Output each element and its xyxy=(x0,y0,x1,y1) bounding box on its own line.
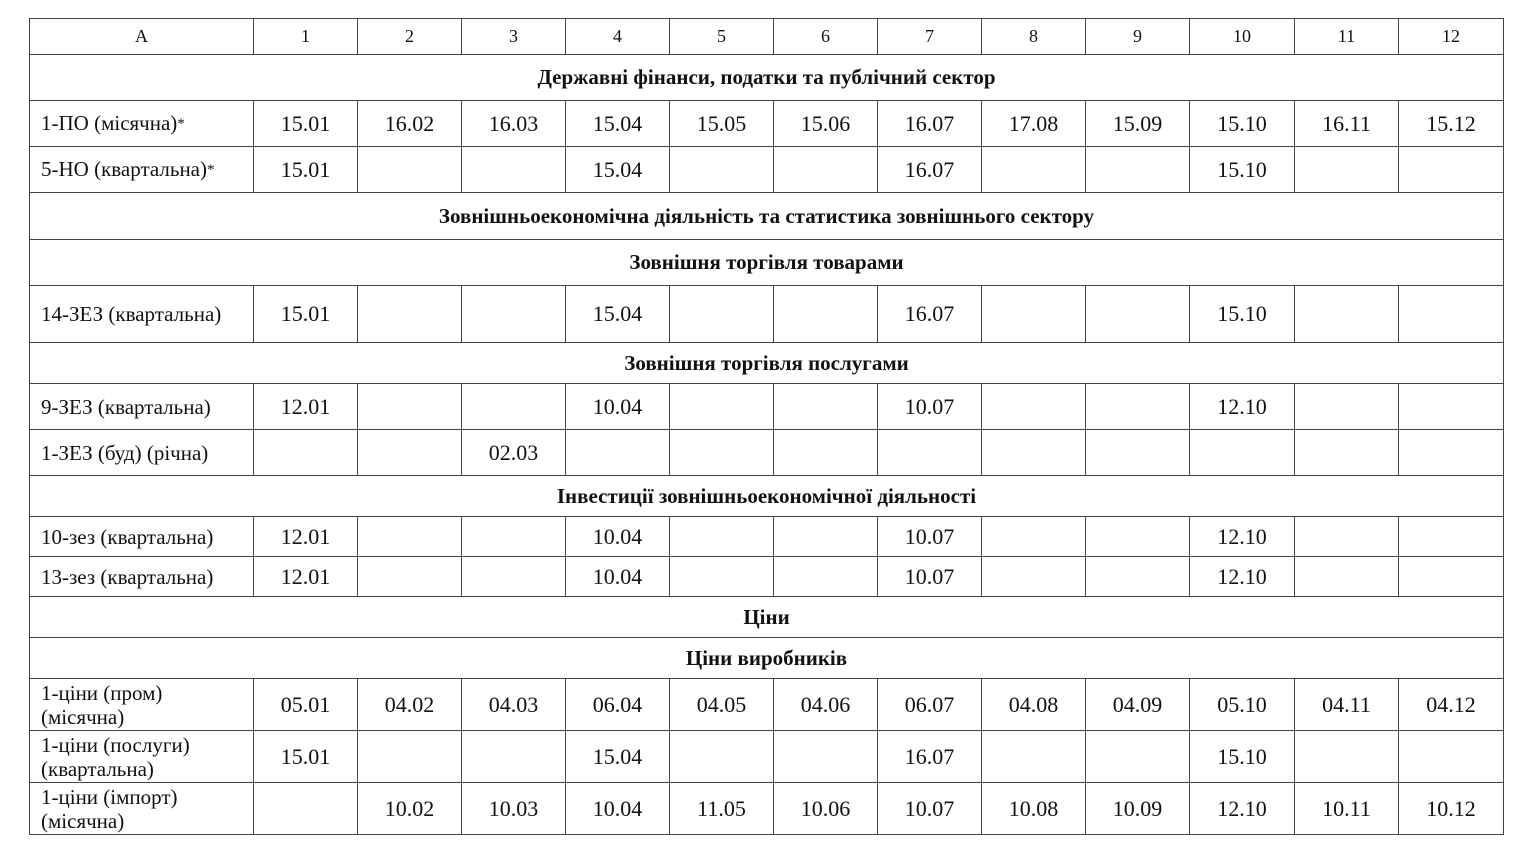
deadline-cell xyxy=(1295,517,1399,557)
table-row xyxy=(30,101,1504,147)
deadline-cell xyxy=(982,430,1086,476)
deadline-cell xyxy=(1190,430,1295,476)
form-name-cell xyxy=(30,783,254,835)
deadline-cell xyxy=(670,517,774,557)
footnote-mark: * xyxy=(177,116,185,132)
deadline-cell: 12.01 xyxy=(254,557,358,597)
form-name: 5-НО (квартальна) xyxy=(41,157,208,181)
section-title: Ціни xyxy=(30,597,1504,638)
deadline-cell: 15.09 xyxy=(1086,101,1190,147)
form-frequency: (місячна) xyxy=(41,704,125,729)
deadline-cell: 16.07 xyxy=(878,101,982,147)
deadline-cell: 15.10 xyxy=(1190,147,1295,193)
deadline-cell xyxy=(982,517,1086,557)
deadline-cell: 10.12 xyxy=(1399,783,1504,835)
deadline-cell: 02.03 xyxy=(462,430,566,476)
deadline-cell xyxy=(1295,731,1399,783)
deadline-cell xyxy=(462,517,566,557)
form-name: 1-ЗЕЗ (буд) (річна) xyxy=(41,440,209,465)
deadline-cell: 04.12 xyxy=(1399,679,1504,731)
deadline-cell xyxy=(1295,430,1399,476)
deadline-cell xyxy=(358,731,462,783)
form-name: 9-ЗЕЗ (квартальна) xyxy=(41,394,211,419)
deadline-cell xyxy=(670,557,774,597)
deadline-cell xyxy=(982,557,1086,597)
deadline-cell: 12.10 xyxy=(1190,517,1295,557)
deadline-cell xyxy=(774,147,878,193)
form-name: 14-ЗЕЗ (квартальна) xyxy=(41,302,222,326)
deadline-cell: 17.08 xyxy=(982,101,1086,147)
column-header-label: А xyxy=(30,19,254,55)
deadline-cell: 10.08 xyxy=(982,783,1086,835)
deadline-cell xyxy=(1295,286,1399,343)
deadline-cell: 10.07 xyxy=(878,783,982,835)
deadline-cell xyxy=(1399,286,1504,343)
deadline-cell: 16.07 xyxy=(878,731,982,783)
deadline-cell xyxy=(1399,557,1504,597)
deadline-cell xyxy=(1086,286,1190,343)
form-frequency: (квартальна) xyxy=(41,756,154,781)
form-name: 1-ціни (імпорт) xyxy=(41,784,178,809)
column-header-month: 8 xyxy=(982,19,1086,55)
section-title: Зовнішня торгівля послугами xyxy=(30,343,1504,384)
deadline-cell: 06.07 xyxy=(878,679,982,731)
deadline-cell: 16.02 xyxy=(358,101,462,147)
table-row xyxy=(30,783,1504,835)
section-header-row xyxy=(30,240,1504,286)
table-row xyxy=(30,286,1504,343)
deadline-cell: 06.04 xyxy=(566,679,670,731)
deadline-cell: 04.05 xyxy=(670,679,774,731)
deadline-cell xyxy=(774,384,878,430)
table-row xyxy=(30,731,1504,783)
deadline-cell: 12.10 xyxy=(1190,783,1295,835)
deadline-cell: 15.10 xyxy=(1190,286,1295,343)
deadline-cell xyxy=(358,286,462,343)
deadline-cell xyxy=(670,384,774,430)
deadline-cell: 16.07 xyxy=(878,147,982,193)
deadline-cell: 10.04 xyxy=(566,783,670,835)
deadline-cell: 10.07 xyxy=(878,557,982,597)
table-row xyxy=(30,384,1504,430)
table-row xyxy=(30,430,1504,476)
deadline-cell xyxy=(358,430,462,476)
deadline-cell xyxy=(1399,384,1504,430)
deadline-cell: 04.06 xyxy=(774,679,878,731)
column-header-month: 1 xyxy=(254,19,358,55)
deadline-cell: 15.01 xyxy=(254,731,358,783)
form-name-cell xyxy=(30,147,254,193)
table-row xyxy=(30,147,1504,193)
deadline-cell: 04.03 xyxy=(462,679,566,731)
deadline-cell xyxy=(982,384,1086,430)
deadline-cell: 15.04 xyxy=(566,731,670,783)
deadline-cell xyxy=(774,731,878,783)
deadline-cell xyxy=(462,286,566,343)
column-header-month: 11 xyxy=(1295,19,1399,55)
section-header-row xyxy=(30,597,1504,638)
deadline-cell xyxy=(1399,147,1504,193)
deadline-cell: 16.07 xyxy=(878,286,982,343)
form-name-cell xyxy=(30,430,254,476)
deadline-cell: 04.02 xyxy=(358,679,462,731)
deadline-cell xyxy=(982,731,1086,783)
deadline-cell xyxy=(1086,557,1190,597)
deadline-cell: 10.06 xyxy=(774,783,878,835)
form-name: 1-ПО (місячна) xyxy=(41,111,178,135)
table-row xyxy=(30,679,1504,731)
section-header-row xyxy=(30,55,1504,101)
deadline-cell xyxy=(462,147,566,193)
form-name: 1-ціни (пром) xyxy=(41,680,163,705)
form-name-cell xyxy=(30,101,254,147)
form-frequency: (місячна) xyxy=(41,808,125,833)
deadline-cell: 10.04 xyxy=(566,517,670,557)
deadline-cell: 15.01 xyxy=(254,147,358,193)
section-title: Зовнішня торгівля товарами xyxy=(30,240,1504,286)
deadline-cell: 10.04 xyxy=(566,557,670,597)
deadline-cell: 12.01 xyxy=(254,384,358,430)
deadline-cell: 12.01 xyxy=(254,517,358,557)
table-row xyxy=(30,517,1504,557)
column-header-month: 10 xyxy=(1190,19,1295,55)
deadline-cell: 10.07 xyxy=(878,517,982,557)
deadline-cell xyxy=(982,147,1086,193)
form-name: 13-зез (квартальна) xyxy=(41,564,214,589)
deadline-cell: 15.04 xyxy=(566,286,670,343)
deadline-cell: 10.11 xyxy=(1295,783,1399,835)
deadline-cell: 04.11 xyxy=(1295,679,1399,731)
deadline-cell xyxy=(774,557,878,597)
form-name-cell xyxy=(30,384,254,430)
section-title: Державні фінанси, податки та публічний сектор xyxy=(30,55,1504,101)
deadline-cell xyxy=(774,430,878,476)
section-title: Зовнішньоекономічна діяльність та статистика зовнішнього сектору xyxy=(30,193,1504,240)
deadline-cell xyxy=(1295,384,1399,430)
section-header-row xyxy=(30,476,1504,517)
section-header-row xyxy=(30,343,1504,384)
deadline-cell: 15.10 xyxy=(1190,731,1295,783)
section-title: Інвестиції зовнішньоекономічної діяльності xyxy=(30,476,1504,517)
deadline-cell: 10.03 xyxy=(462,783,566,835)
section-title: Ціни виробників xyxy=(30,638,1504,679)
deadline-cell xyxy=(462,557,566,597)
deadline-cell: 05.10 xyxy=(1190,679,1295,731)
deadline-cell xyxy=(670,731,774,783)
deadline-cell xyxy=(358,384,462,430)
deadline-cell xyxy=(1399,430,1504,476)
deadline-cell: 10.07 xyxy=(878,384,982,430)
deadline-cell: 04.08 xyxy=(982,679,1086,731)
deadline-cell: 15.12 xyxy=(1399,101,1504,147)
column-header-month: 4 xyxy=(566,19,670,55)
reporting-schedule-table xyxy=(29,18,1504,835)
form-name-cell xyxy=(30,517,254,557)
deadline-cell xyxy=(462,731,566,783)
deadline-cell: 15.04 xyxy=(566,147,670,193)
deadline-cell: 16.03 xyxy=(462,101,566,147)
deadline-cell: 12.10 xyxy=(1190,384,1295,430)
deadline-cell xyxy=(566,430,670,476)
deadline-cell xyxy=(254,430,358,476)
deadline-cell: 15.06 xyxy=(774,101,878,147)
deadline-cell xyxy=(878,430,982,476)
form-name-cell xyxy=(30,679,254,731)
form-name-cell xyxy=(30,731,254,783)
deadline-cell xyxy=(254,783,358,835)
deadline-cell xyxy=(358,557,462,597)
deadline-cell: 10.02 xyxy=(358,783,462,835)
table-row xyxy=(30,557,1504,597)
form-name: 10-зез (квартальна) xyxy=(41,524,214,549)
column-header-month: 5 xyxy=(670,19,774,55)
deadline-cell xyxy=(358,517,462,557)
deadline-cell: 15.01 xyxy=(254,286,358,343)
deadline-cell xyxy=(1086,517,1190,557)
deadline-cell xyxy=(1399,517,1504,557)
deadline-cell xyxy=(1086,384,1190,430)
column-header-month: 2 xyxy=(358,19,462,55)
deadline-cell: 10.04 xyxy=(566,384,670,430)
column-header-row xyxy=(30,19,1504,55)
deadline-cell xyxy=(1086,731,1190,783)
deadline-cell xyxy=(670,430,774,476)
column-header-month: 6 xyxy=(774,19,878,55)
deadline-cell xyxy=(1086,147,1190,193)
column-header-month: 3 xyxy=(462,19,566,55)
deadline-cell xyxy=(1295,557,1399,597)
form-name: 1-ціни (послуги) xyxy=(41,732,190,757)
deadline-cell xyxy=(774,286,878,343)
deadline-cell: 11.05 xyxy=(670,783,774,835)
deadline-cell: 16.11 xyxy=(1295,101,1399,147)
deadline-cell: 12.10 xyxy=(1190,557,1295,597)
section-header-row xyxy=(30,193,1504,240)
deadline-cell: 15.05 xyxy=(670,101,774,147)
deadline-cell xyxy=(1086,430,1190,476)
column-header-month: 7 xyxy=(878,19,982,55)
deadline-cell xyxy=(1399,731,1504,783)
deadline-cell xyxy=(1295,147,1399,193)
form-name-cell xyxy=(30,286,254,343)
deadline-cell xyxy=(670,286,774,343)
column-header-month: 12 xyxy=(1399,19,1504,55)
deadline-cell: 04.09 xyxy=(1086,679,1190,731)
deadline-cell: 10.09 xyxy=(1086,783,1190,835)
deadline-cell: 15.01 xyxy=(254,101,358,147)
deadline-cell xyxy=(982,286,1086,343)
deadline-cell: 15.10 xyxy=(1190,101,1295,147)
section-header-row xyxy=(30,638,1504,679)
deadline-cell: 15.04 xyxy=(566,101,670,147)
deadline-cell xyxy=(670,147,774,193)
column-header-month: 9 xyxy=(1086,19,1190,55)
footnote-mark: * xyxy=(207,162,215,178)
deadline-cell xyxy=(774,517,878,557)
form-name-cell xyxy=(30,557,254,597)
deadline-cell xyxy=(358,147,462,193)
deadline-cell: 05.01 xyxy=(254,679,358,731)
deadline-cell xyxy=(462,384,566,430)
